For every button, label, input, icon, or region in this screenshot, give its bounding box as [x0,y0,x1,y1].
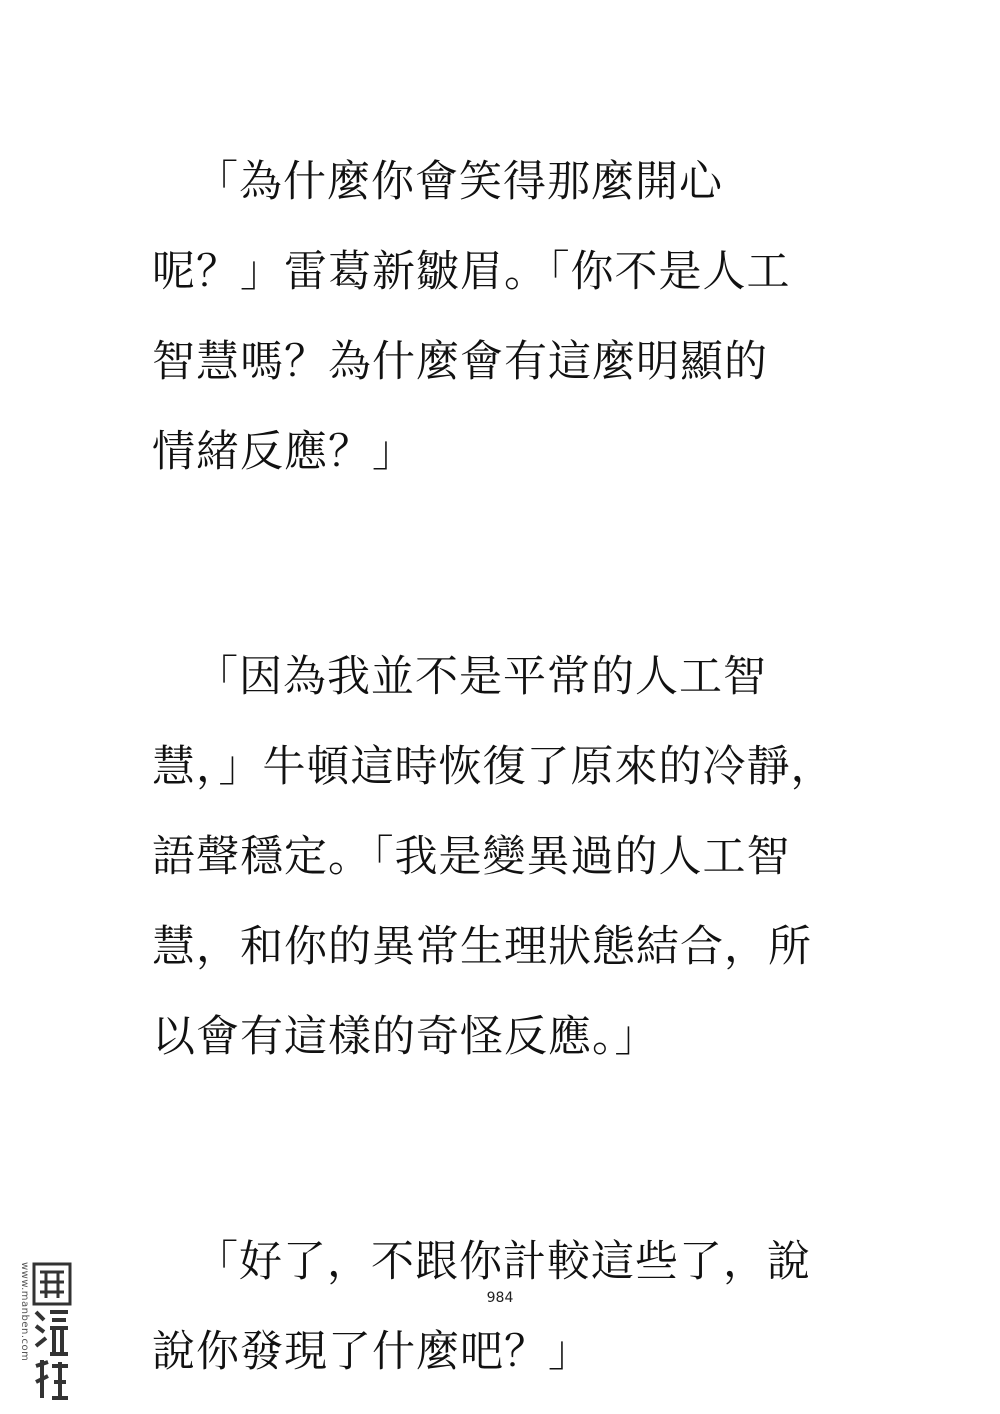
text-line: 慧，」牛頓這時恢復了原來的冷靜， [152,742,835,792]
text-line: 語聲穩定。「我是變異過的人工智 [152,832,791,882]
paragraph-2 [152,632,872,1082]
body-text [152,137,872,1397]
watermark-url: www.manben.com [19,1262,30,1362]
site-watermark [12,1262,72,1402]
text-line: 情緒反應？」 [152,427,416,477]
text-line: 慧，和你的異常生理狀態結合，所 [152,922,812,972]
text-line: 以會有這樣的奇怪反應。」 [152,1012,659,1062]
paragraph-1 [152,137,872,497]
text-line: 「因為我並不是平常的人工智 [195,652,767,702]
page-number: 984 [486,1290,514,1306]
text-line: 「為什麼你會笑得那麼開心 [195,157,723,207]
watermark-logo-icon [32,1262,72,1402]
paragraph-3 [152,1217,872,1397]
text-line: 智慧嗎？為什麼會有這麼明顯的 [152,337,768,387]
text-line: 「好了，不跟你計較這些了，說 [195,1237,811,1287]
text-line: 說你發現了什麼吧？」 [152,1327,592,1377]
text-line: 呢？」雷葛新皺眉。「你不是人工 [152,247,791,297]
